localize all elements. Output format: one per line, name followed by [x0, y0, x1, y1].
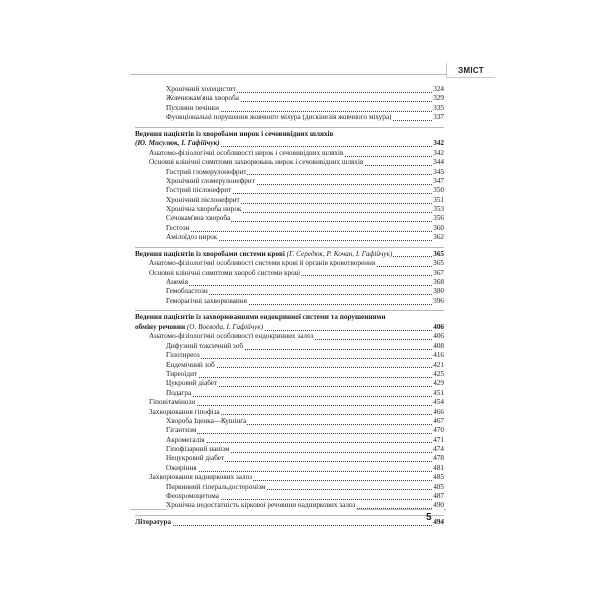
toc-entry — [135, 297, 444, 306]
toc-entry-text: Пухлини печінки — [166, 103, 219, 112]
toc-section — [135, 127, 444, 243]
leader-dots — [166, 471, 444, 472]
section-authors: (О. Воєвода, І. Гафійчук) — [186, 322, 264, 331]
toc-entry-text: Анатомо-фізіологічні особливості нирок і сечовивідних шляхів — [149, 148, 344, 157]
section-page: 494 — [433, 517, 444, 526]
toc-entry-page: 396 — [433, 296, 444, 305]
toc-section — [135, 515, 444, 528]
toc-entry-text: Подагра — [166, 388, 192, 397]
toc-entry-page: 408 — [433, 341, 444, 350]
section-heading-text — [135, 139, 221, 149]
toc-entry — [135, 454, 444, 463]
toc-entry — [135, 269, 444, 278]
leader-dots — [166, 377, 444, 378]
toc-entry-page: 365 — [433, 259, 444, 268]
toc-entry-page: 425 — [433, 369, 444, 378]
toc-entry-page: 487 — [433, 492, 444, 501]
toc-entry-page: 471 — [433, 435, 444, 444]
toc-entry-page: 360 — [433, 223, 444, 232]
section-title: Література — [135, 517, 172, 526]
toc-entry — [135, 177, 444, 186]
toc-entry-text: Гіповітамінози — [149, 398, 196, 407]
toc-entry-text: Акромегалія — [166, 435, 205, 444]
toc-section — [135, 310, 444, 511]
toc-entry-page: 345 — [433, 167, 444, 176]
toc-entry — [135, 149, 444, 158]
section-heading-text — [135, 518, 172, 528]
toc-entry-page: 351 — [433, 195, 444, 204]
section-page: 406 — [433, 322, 444, 331]
section-heading-text — [135, 323, 264, 333]
toc-entry-text: Сечокам'яна хвороба — [166, 214, 231, 223]
toc-entry-text: Ожиріння — [166, 463, 197, 472]
toc-entry — [135, 158, 444, 167]
toc-entry-text: Гострий пієлонефрит — [166, 186, 232, 195]
toc-entry-text: Амілоїдоз нирок — [166, 233, 218, 242]
toc-entry-text: Феохромоцитома — [166, 492, 219, 501]
section-rule — [135, 310, 444, 311]
toc-entry-page: 406 — [433, 332, 444, 341]
section-rule — [135, 127, 444, 128]
toc-entry-text: Геморагічні захворювання — [166, 296, 247, 305]
leader-dots — [166, 433, 444, 434]
toc-entry — [135, 85, 444, 94]
toc-entry — [135, 224, 444, 233]
toc-entry — [135, 464, 444, 473]
toc-entry — [135, 370, 444, 379]
toc-entry-text: Гіпотиреоз — [166, 351, 200, 360]
toc-entry — [135, 408, 444, 417]
section-title: Ведення пацієнтів із захворюваннями ендокринної системи та порушеннями — [135, 313, 386, 322]
toc-entry-text: Захворювання надниркових залоз — [149, 473, 253, 482]
toc-entry-text: Гігантизм — [166, 426, 197, 435]
section-heading — [135, 130, 444, 140]
toc-entry-page: 335 — [433, 103, 444, 112]
toc-section — [135, 85, 444, 123]
toc-entry-page: 454 — [433, 398, 444, 407]
toc-entry-text: Захворювання гіпофіза — [149, 407, 220, 416]
section-heading-text — [135, 313, 386, 323]
toc-entry-page: 481 — [433, 463, 444, 472]
toc-entry-text: Основні клінічні симптоми хвороб системи крові — [149, 268, 301, 277]
toc-entry-page: 451 — [433, 388, 444, 397]
toc-entry-page: 470 — [433, 426, 444, 435]
toc-entry — [135, 398, 444, 407]
toc-entry — [135, 214, 444, 223]
section-authors: (Г. Середюк, Р. Кочан, І. Гафійчук) — [286, 249, 393, 258]
toc-entry — [135, 278, 444, 287]
section-heading — [135, 139, 444, 149]
toc-entry — [135, 94, 444, 103]
toc-section — [135, 247, 444, 307]
toc-entry — [135, 332, 444, 341]
section-rule — [135, 247, 444, 248]
toc-entry — [135, 436, 444, 445]
toc-entry-page: 485 — [433, 482, 444, 491]
section-heading — [135, 250, 444, 260]
toc-entry-page: 380 — [433, 287, 444, 296]
toc-entry-page: 474 — [433, 445, 444, 454]
toc-entry-page: 416 — [433, 351, 444, 360]
toc-entry — [135, 351, 444, 360]
toc-entry-text: Первинний гіперальдостеронізм — [166, 482, 266, 491]
leader-dots — [166, 442, 444, 443]
toc-entry-text: Гострий гломерулонефрит — [166, 167, 247, 176]
toc-entry — [135, 483, 444, 492]
toc-entry-text: Тиреоїдит — [166, 369, 198, 378]
toc-entry-text: Жовчнокам'яна хвороба — [166, 94, 239, 103]
toc-entry-text: Дифузний токсичний зоб — [166, 341, 243, 350]
toc-entry — [135, 473, 444, 482]
table-of-contents — [135, 82, 444, 527]
leader-dots — [166, 396, 444, 397]
toc-entry-text: Анатомо-фізіологічні особливості ендокринних залоз — [149, 332, 314, 341]
toc-entry-page: 350 — [433, 186, 444, 195]
page-number: 5 — [426, 512, 432, 523]
leader-dots — [166, 285, 444, 286]
toc-entry-text: Хронічний пієлонефрит — [166, 195, 240, 204]
toc-entry-page: 367 — [433, 268, 444, 277]
toc-entry-text: Хвороба Іценка—Кушінга — [166, 416, 247, 425]
toc-entry-page: 490 — [433, 501, 444, 510]
section-heading-text — [135, 130, 334, 140]
toc-entry-text: Цукровий діабет — [166, 379, 218, 388]
toc-entry — [135, 426, 444, 435]
toc-entry-page: 478 — [433, 454, 444, 463]
toc-entry-text: Хронічна хвороба нирок — [166, 205, 242, 214]
section-heading — [135, 313, 444, 323]
toc-entry — [135, 205, 444, 214]
toc-entry-text: Гемобластози — [166, 287, 208, 296]
toc-entry-text: Ендемічний зоб — [166, 360, 215, 369]
toc-entry-text: Основні клінічні симптоми захворювань нирок і сечовивідних шляхів — [149, 158, 364, 167]
toc-entry — [135, 389, 444, 398]
toc-entry — [135, 379, 444, 388]
toc-entry-page: 467 — [433, 416, 444, 425]
section-page: 342 — [433, 139, 444, 148]
toc-entry-page: 344 — [433, 158, 444, 167]
section-title: Ведення пацієнтів із хворобами системи крові — [135, 249, 285, 258]
toc-entry — [135, 445, 444, 454]
section-rule — [135, 515, 444, 516]
running-header — [446, 63, 495, 78]
toc-entry-text: Нецукровий діабет — [166, 454, 225, 463]
header-title: ЗМІСТ — [458, 65, 484, 75]
toc-entry-text: Гіпофізарний нанізм — [166, 445, 230, 454]
toc-entry-page: 429 — [433, 379, 444, 388]
toc-entry-page: 368 — [433, 278, 444, 287]
toc-entry-text: Хронічний гломерулонефрит — [166, 176, 255, 185]
section-authors: (Ю. Мисулюк, І. Гафійчук) — [135, 139, 220, 148]
section-title: обміну речовин — [135, 322, 186, 331]
toc-entry — [135, 168, 444, 177]
toc-entry-text: Гестози — [166, 223, 190, 232]
toc-entry-text: Функціональні порушення жовчного міхура (дискінезія жовчного міхура) — [166, 113, 392, 122]
toc-entry-page: 466 — [433, 407, 444, 416]
toc-entry-text: Хронічна недостатність кіркової речовини надниркових залоз — [166, 501, 356, 510]
leader-dots — [135, 525, 444, 526]
toc-entry-page: 337 — [433, 113, 444, 122]
leader-dots — [166, 358, 444, 359]
toc-entry — [135, 233, 444, 242]
toc-entry-page: 342 — [433, 148, 444, 157]
toc-entry-page: 353 — [433, 205, 444, 214]
toc-entry — [135, 196, 444, 205]
toc-entry — [135, 104, 444, 113]
toc-entry-page: 329 — [433, 94, 444, 103]
leader-dots — [166, 231, 444, 232]
section-heading — [135, 323, 444, 333]
toc-entry — [135, 361, 444, 370]
toc-entry-page: 347 — [433, 176, 444, 185]
toc-entry-text: Хронічний холецистит — [166, 85, 236, 93]
toc-entry — [135, 342, 444, 351]
section-heading-text — [135, 250, 393, 260]
toc-entry — [135, 259, 444, 268]
section-heading — [135, 518, 444, 528]
header-rule — [130, 74, 446, 75]
toc-entry-page: 362 — [433, 233, 444, 242]
toc-entry-page: 324 — [433, 85, 444, 93]
section-title: Ведення пацієнтів із хворобами нирок і сечовивідних шляхів — [135, 129, 334, 138]
toc-entry — [135, 492, 444, 501]
toc-entry-page: 356 — [433, 214, 444, 223]
toc-entry — [135, 113, 444, 122]
toc-entry-page: 485 — [433, 473, 444, 482]
toc-entry — [135, 417, 444, 426]
toc-entry-text: Анемія — [166, 278, 189, 287]
toc-entry — [135, 186, 444, 195]
toc-entry-text: Анатомо-фізіологічні особливості системи крові й органів кровотворення — [149, 259, 376, 268]
toc-entry — [135, 287, 444, 296]
toc-entry-page: 421 — [433, 360, 444, 369]
section-page: 365 — [433, 249, 444, 258]
